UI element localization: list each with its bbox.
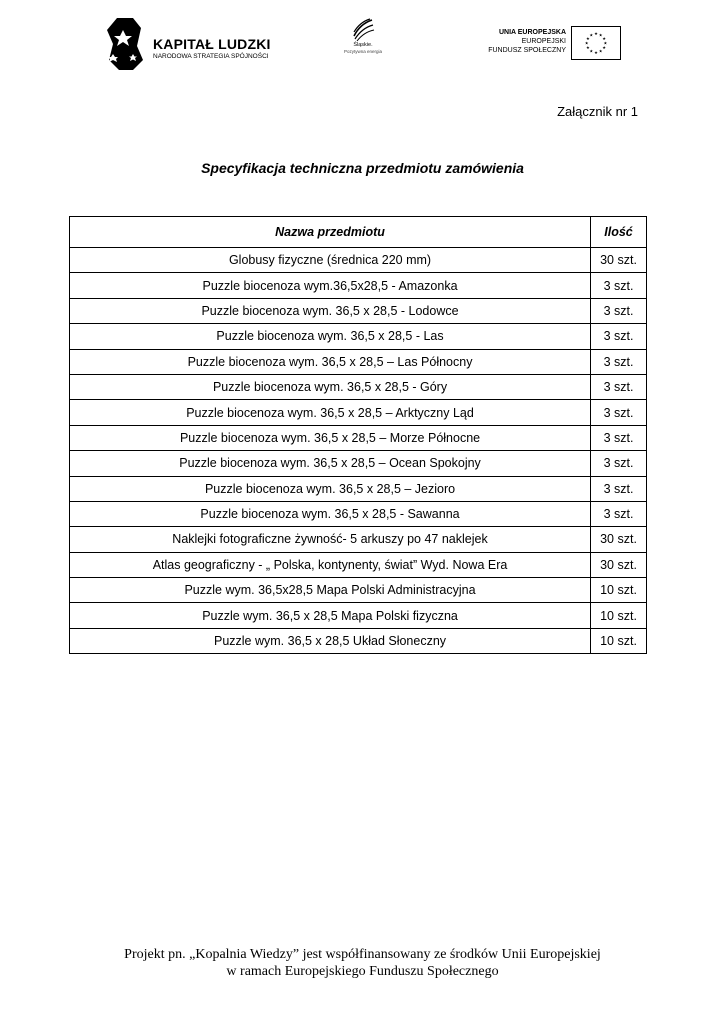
table-row: [70, 425, 647, 450]
kapital-ludzki-emblem-icon: [103, 16, 149, 72]
item-qty-cell: 3 szt.: [591, 273, 647, 298]
eu-star-icon: ★: [594, 31, 598, 37]
item-name-cell: Puzzle biocenoza wym. 36,5 x 28,5 – Las Północny: [70, 349, 591, 374]
item-name-cell: Puzzle wym. 36,5 x 28,5 Mapa Polski fizyczna: [70, 603, 591, 628]
item-name-cell: Puzzle biocenoza wym. 36,5 x 28,5 – Ocean Spokojny: [70, 451, 591, 476]
item-name-cell: Puzzle biocenoza wym.36,5x28,5 - Amazonka: [70, 273, 591, 298]
table-row: [70, 374, 647, 399]
item-name-cell: Puzzle biocenoza wym. 36,5 x 28,5 - Góry: [70, 374, 591, 399]
eu-text: [478, 28, 566, 55]
slaskie-name: Śląskie.: [353, 42, 373, 48]
eu-line1: UNIA EUROPEJSKA: [498, 29, 566, 36]
item-qty-cell: 3 szt.: [591, 425, 647, 450]
footer-line1: Projekt pn. „Kopalnia Wiedzy” jest współfinansowany ze środków Unii Europejskiej: [124, 947, 601, 962]
table-row: [70, 628, 647, 653]
table-row: [70, 476, 647, 501]
eu-star-icon: ★: [594, 49, 598, 55]
column-header-qty: Ilość: [591, 217, 647, 248]
eu-star-icon: ★: [602, 35, 607, 41]
table-row: [70, 501, 647, 526]
table-row: [70, 273, 647, 298]
item-qty-cell: 30 szt.: [591, 248, 647, 273]
table-row: [70, 298, 647, 323]
eu-star-icon: ★: [589, 48, 594, 54]
eu-flag-icon: [571, 26, 621, 60]
item-qty-cell: 3 szt.: [591, 324, 647, 349]
page-title: Specyfikacja techniczna przedmiotu zamówienia: [201, 160, 524, 176]
slaskie-emblem-icon: [350, 16, 376, 42]
table-header-row: [70, 217, 647, 248]
item-name-cell: Puzzle biocenoza wym. 36,5 x 28,5 - Sawanna: [70, 501, 591, 526]
item-qty-cell: 3 szt.: [591, 476, 647, 501]
footer-line2: w ramach Europejskiego Funduszu Społecznego: [226, 964, 499, 979]
column-header-name: Nazwa przedmiotu: [70, 217, 591, 248]
item-name-cell: Naklejki fotograficzne żywność- 5 arkuszy po 47 naklejek: [70, 527, 591, 552]
eu-star-icon: ★: [603, 40, 608, 46]
annex-label: Załącznik nr 1: [557, 104, 638, 119]
eu-star-icon: ★: [584, 40, 589, 46]
item-name-cell: Puzzle wym. 36,5 x 28,5 Układ Słoneczny: [70, 628, 591, 653]
slaskie-logo: [338, 16, 388, 64]
eu-logo: [478, 28, 623, 62]
item-qty-cell: 3 szt.: [591, 451, 647, 476]
item-qty-cell: 3 szt.: [591, 298, 647, 323]
item-name-cell: Atlas geograficzny - „ Polska, kontynenty, świat” Wyd. Nowa Era: [70, 552, 591, 577]
table-row: [70, 324, 647, 349]
item-name-cell: Puzzle biocenoza wym. 36,5 x 28,5 – Jezioro: [70, 476, 591, 501]
table-row: [70, 578, 647, 603]
table-row: [70, 248, 647, 273]
eu-star-icon: ★: [602, 45, 607, 51]
item-name-cell: Puzzle biocenoza wym. 36,5 x 28,5 - Lodowce: [70, 298, 591, 323]
item-name-cell: Puzzle wym. 36,5x28,5 Mapa Polski Administracyjna: [70, 578, 591, 603]
item-name-cell: Globusy fizyczne (średnica 220 mm): [70, 248, 591, 273]
item-name-cell: Puzzle biocenoza wym. 36,5 x 28,5 - Las: [70, 324, 591, 349]
item-qty-cell: 3 szt.: [591, 349, 647, 374]
eu-star-icon: ★: [585, 45, 590, 51]
specification-table: [69, 216, 647, 654]
table-row: [70, 451, 647, 476]
eu-star-icon: ★: [589, 32, 594, 38]
eu-star-icon: ★: [598, 48, 603, 54]
footer: [0, 946, 725, 980]
table-row: [70, 552, 647, 577]
table-row: [70, 400, 647, 425]
item-name-cell: Puzzle biocenoza wym. 36,5 x 28,5 – Morze Północne: [70, 425, 591, 450]
item-qty-cell: 10 szt.: [591, 628, 647, 653]
eu-line2: EUROPEJSKI: [521, 38, 566, 45]
item-name-cell: Puzzle biocenoza wym. 36,5 x 28,5 – Arktyczny Ląd: [70, 400, 591, 425]
table-row: [70, 603, 647, 628]
slaskie-tagline: Pozytywna energia: [343, 49, 383, 54]
item-qty-cell: 3 szt.: [591, 501, 647, 526]
item-qty-cell: 10 szt.: [591, 603, 647, 628]
item-qty-cell: 3 szt.: [591, 374, 647, 399]
table-row: [70, 349, 647, 374]
eu-line3: FUNDUSZ SPOŁECZNY: [488, 47, 566, 54]
kapital-ludzki-logo: [103, 16, 283, 72]
table-row: [70, 527, 647, 552]
item-qty-cell: 30 szt.: [591, 552, 647, 577]
eu-star-icon: ★: [585, 35, 590, 41]
eu-star-icon: ★: [598, 32, 603, 38]
kapital-ludzki-subtitle: NARODOWA STRATEGIA SPÓJNOŚCI: [153, 53, 269, 60]
item-qty-cell: 10 szt.: [591, 578, 647, 603]
item-qty-cell: 3 szt.: [591, 400, 647, 425]
item-qty-cell: 30 szt.: [591, 527, 647, 552]
kapital-ludzki-title: KAPITAŁ LUDZKI: [153, 36, 271, 52]
